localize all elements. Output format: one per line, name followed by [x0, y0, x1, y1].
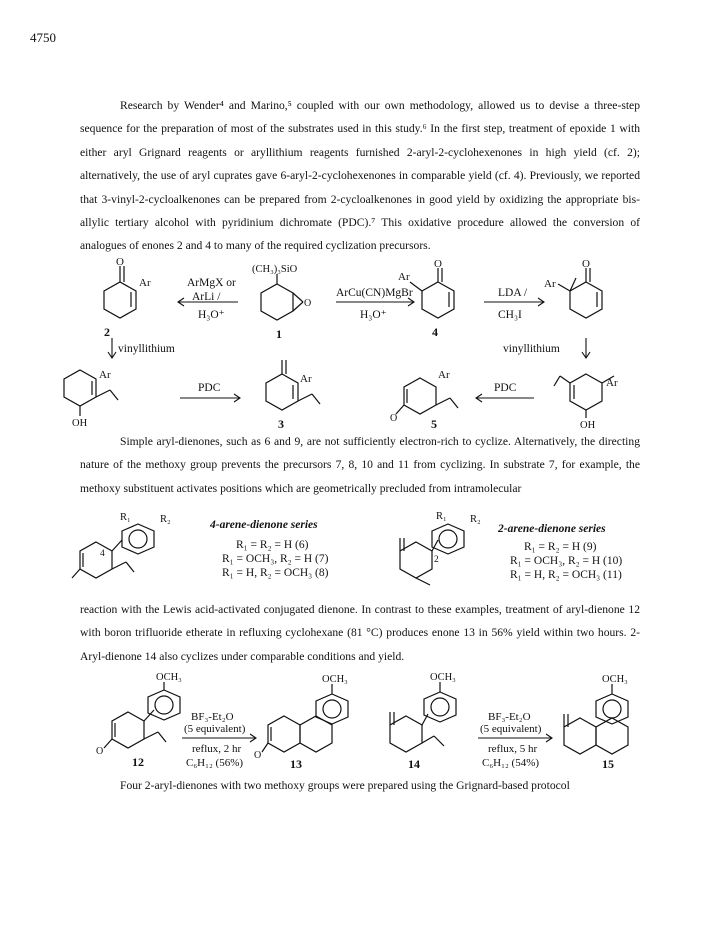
series-2-item: R₁ = OCH₃, R₂ = H (10) — [510, 555, 623, 567]
compound-2-structure — [104, 258, 151, 318]
series-4-item: R₁ = R₂ = H (6) — [236, 539, 309, 551]
compound-15-structure — [564, 674, 628, 754]
yield-left: C₆H₁₂ (56%) — [186, 757, 244, 769]
compound-13-structure — [254, 674, 348, 761]
oxygen-label: O — [254, 750, 262, 761]
compound-1-structure — [252, 264, 311, 320]
reagent-vinyllithium-right: vinyllithium — [503, 343, 560, 355]
reagent-equivalents: (5 equivalent) — [184, 723, 246, 735]
series-2-item: R₁ = H, R₂ = OCH₃ (11) — [510, 569, 622, 581]
methoxy-label: OCH₃ — [322, 674, 348, 685]
substituent-r1: R₁ — [120, 512, 131, 523]
reagent-bf3: BF₃-Et₂O — [191, 711, 234, 723]
aryl-label: Ar — [438, 369, 450, 381]
compound-15-label: 15 — [602, 757, 614, 771]
yield-right: C₆H₁₂ (54%) — [482, 757, 540, 769]
methoxy-label: OCH₃ — [602, 674, 628, 685]
reagent-cuprate: ArCu(CN)MgBr — [336, 287, 413, 299]
paragraph-lewis-acid: reaction with the Lewis acid-activated conjugated dienone. In contrast to these examples, treatment of aryl-dienone 12 with boron trifluoride etherate in refluxing cyclohexane (81 °C) produces enone 13 in 56% yield within two hours. 2-Aryl-dienone 14 also cyclizes under comparable conditions and yield. — [80, 603, 640, 663]
compound-5-label: 5 — [431, 417, 437, 428]
methylated-enone-structure — [544, 258, 602, 318]
paragraph-intro: Research by Wender⁴ and Marino,⁵ coupled with our own methodology, allowed us to devise a three-step sequence for the preparation of most of the substrates used in this study.⁶ In the first step, treatment of epoxide 1 with either aryl Grignard reagents or aryllithium reagents furnished 2-aryl-2-cyclohexenones in high yield (cf. 2); alternatively, the use of aryl cuprates gave 6-aryl-2-cyclohexenones in comparable yield (cf. 4). Previously, we reported that 3-vinyl-2-cycloalkenones can be prepared from 2-cycloalkenones in good yield by oxidizing the appropriate bis-allylic tertiary alcohol with pyridinium dichromate (PDC).⁷ This oxidative procedure allowed the conversion of analogues of enones 2 and 4 to many of the required cyclization precursors. — [80, 99, 640, 253]
reagent-aryllithium: ArLi / — [192, 291, 221, 303]
series-2-structure — [400, 511, 481, 585]
series-2-item: R₁ = R₂ = H (9) — [524, 541, 597, 553]
silyl-ether-label: (CH₃)₃SiO — [252, 264, 298, 275]
oxygen-label: O — [434, 258, 442, 270]
compound-2-label: 2 — [104, 325, 110, 339]
oxygen-label: O — [582, 258, 590, 270]
allylic-alcohol-left-structure — [64, 369, 118, 428]
paragraph-grignard-protocol: Four 2-aryl-dienones with two methoxy groups were prepared using the Grignard-based protocol — [120, 779, 570, 792]
methoxy-label: OCH₃ — [430, 672, 456, 683]
substituent-r2: R₂ — [470, 514, 481, 525]
arene-dienone-series — [0, 510, 711, 592]
aryl-label: Ar — [544, 278, 556, 290]
position-4-label: 4 — [100, 549, 105, 559]
reagent-bf3: BF₃-Et₂O — [488, 711, 531, 723]
compound-3-structure — [266, 360, 320, 410]
page-number: 4750 — [30, 30, 56, 45]
compound-1-label: 1 — [276, 327, 282, 341]
series-4-structure — [72, 512, 171, 578]
reagent-grignard: ArMgX or — [187, 277, 236, 289]
compound-14-label: 14 — [408, 757, 420, 771]
allylic-alcohol-right-structure — [554, 374, 618, 428]
scheme-1 — [0, 258, 711, 428]
position-2-label: 2 — [434, 555, 439, 565]
reagent-lda: LDA / — [498, 287, 528, 299]
reagent-acid-middle: H₃O⁺ — [360, 309, 387, 321]
aryl-label: Ar — [398, 271, 410, 283]
epoxide-oxygen: O — [304, 298, 312, 309]
substituent-r2: R₂ — [160, 514, 171, 525]
compound-14-structure — [390, 672, 456, 752]
compound-12-structure — [96, 672, 182, 757]
series-2-title: 2-arene-dienone series — [498, 523, 606, 535]
series-4-item: R₁ = OCH₃, R₂ = H (7) — [222, 553, 329, 565]
series-4-item: R₁ = H, R₂ = OCH₃ (8) — [222, 567, 329, 579]
compound-3-label: 3 — [278, 417, 284, 428]
substituent-r1: R₁ — [436, 511, 447, 522]
aryl-label: Ar — [99, 369, 111, 381]
compound-4-label: 4 — [432, 325, 438, 339]
methoxy-label: OCH₃ — [156, 672, 182, 683]
reagent-vinyllithium-left: vinyllithium — [118, 343, 175, 355]
reagent-pdc-left: PDC — [198, 382, 221, 394]
oxygen-label: O — [116, 258, 124, 268]
reagent-methyl-iodide: CH₃I — [498, 309, 522, 321]
aryl-label: Ar — [300, 373, 312, 385]
condition-reflux-right: reflux, 5 hr — [488, 743, 538, 755]
reagent-pdc-right: PDC — [494, 382, 517, 394]
oxygen-label: O — [390, 413, 398, 424]
aryl-label: Ar — [139, 277, 151, 289]
compound-12-label: 12 — [132, 755, 144, 769]
hydroxyl-label: OH — [72, 418, 88, 428]
compound-13-label: 13 — [290, 757, 302, 771]
reagent-equivalents: (5 equivalent) — [480, 723, 542, 735]
condition-reflux-left: reflux, 2 hr — [192, 743, 242, 755]
series-4-title: 4-arene-dienone series — [210, 519, 318, 531]
scheme-2 — [0, 672, 711, 772]
oxygen-label: O — [96, 746, 104, 757]
paragraph-electron-rich: Simple aryl-dienones, such as 6 and 9, are not sufficiently electron-rich to cyclize. Alternatively, the directing nature of the methoxy group prevents the precursors 7, 8, 10 and 11 from cyclizing. In substrate 7, for example, the methoxy substituent activates positions which are geometrically precluded from intramolecular — [80, 435, 640, 495]
compound-5-structure — [390, 369, 458, 424]
hydroxyl-label: OH — [580, 420, 596, 428]
aryl-label: Ar — [606, 377, 618, 389]
reagent-acid-left: H₃O⁺ — [198, 309, 225, 321]
